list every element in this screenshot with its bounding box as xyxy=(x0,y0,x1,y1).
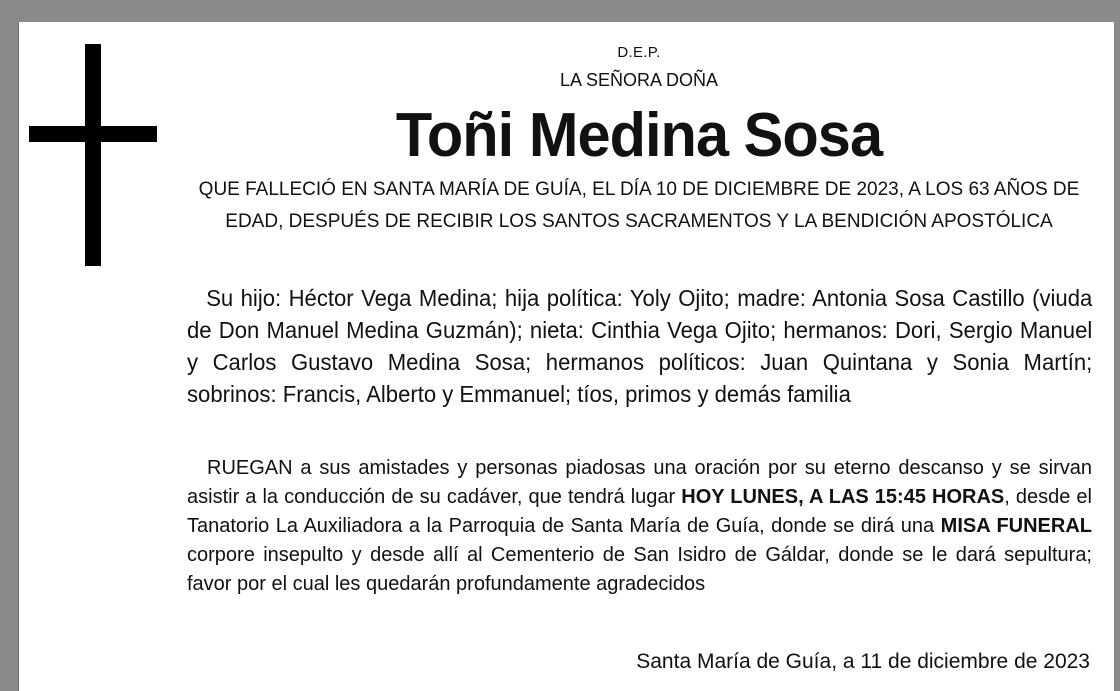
honorific-title: LA SEÑORA DOÑA xyxy=(559,70,719,90)
funeral-text-part-3: corpore insepulto y desde allí al Cementerio de San Isidro de Gáldar, donde se le dará sepultura; favor por el cual les quedarán profundamente agradecidos xyxy=(187,544,1092,595)
cross-vertical-bar xyxy=(85,44,101,266)
funeral-time: HOY LUNES, A LAS 15:45 HORAS xyxy=(681,486,1005,508)
funeral-text-part-1: RUEGAN a sus amistades y personas piadosas una oración por su eterno descanso y se sirvan asistir a la conducción de su cadáver, que tendrá lugar xyxy=(187,457,1092,508)
funeral-details xyxy=(187,454,1092,599)
death-announcement: QUE FALLECIÓ EN SANTA MARÍA DE GUÍA, EL DÍA 10 DE DICIEMBRE DE 2023, A LOS 63 AÑOS DE EDAD, DESPUÉS DE RECIBIR LOS SANTOS SACRAMENTOS Y LA BENDICIÓN APOSTÓLICA xyxy=(198,179,1080,232)
place-date-footer: Santa María de Guía, a 11 de diciembre de 2023 xyxy=(636,650,1090,673)
funeral-mass: MISA FUNERAL xyxy=(940,515,1092,537)
family-list: Su hijo: Héctor Vega Medina; hija política: Yoly Ojito; madre: Antonia Sosa Castillo (viuda de Don Manuel Medina Guzmán); nieta: Cinthia Vega Ojito; hermanos: Dori, Sergio Manuel y Carlos Gustavo Medina Sosa; hermanos políticos: Juan Quintana y Sonia Martín; sobrinos: Francis, Alberto y Emmanuel; tíos, primos y demás familia xyxy=(187,285,1093,407)
obituary-card xyxy=(18,22,1114,691)
cross-icon xyxy=(29,44,157,266)
deceased-name: Toñi Medina Sosa xyxy=(395,101,883,170)
cross-horizontal-bar xyxy=(29,126,157,142)
funeral-text-part-2: , desde el Tanatorio La Auxiliadora a la Parroquia de Santa María de Guía, donde se dirá una xyxy=(187,486,1092,537)
dep-heading: D.E.P. xyxy=(617,44,661,61)
